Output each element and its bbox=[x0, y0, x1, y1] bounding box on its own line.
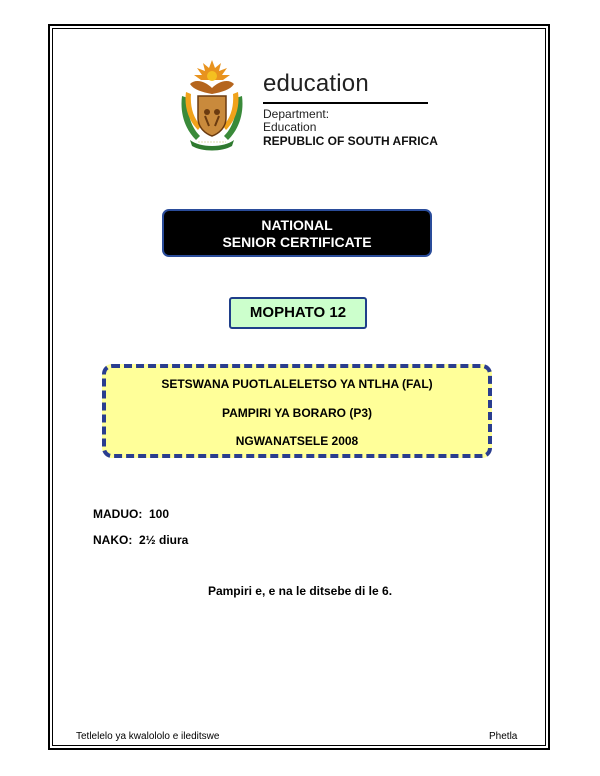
marks-label: MADUO: bbox=[93, 507, 143, 521]
time-label: NAKO: bbox=[93, 533, 133, 547]
marks-info bbox=[93, 507, 169, 521]
subject-panel bbox=[102, 364, 492, 458]
grade-badge: MOPHATO 12 bbox=[229, 297, 367, 329]
time-value: 2½ diura bbox=[139, 533, 189, 547]
education-wordmark bbox=[263, 70, 438, 148]
time-info bbox=[93, 533, 188, 547]
department-label: Department: bbox=[263, 107, 330, 121]
certificate-line-1: NATIONAL bbox=[261, 217, 333, 233]
country-name: REPUBLIC OF SOUTH AFRICA bbox=[263, 134, 438, 148]
exam-session: NGWANATSELE 2008 bbox=[235, 434, 359, 448]
certificate-line-2: SENIOR CERTIFICATE bbox=[222, 234, 372, 250]
department-name: Education bbox=[263, 120, 317, 134]
marks-value: 100 bbox=[149, 507, 170, 521]
certificate-banner bbox=[162, 209, 432, 257]
page-count-note: Pampiri e, e na le ditsebe di le 6. bbox=[207, 584, 393, 598]
copyright-note: Tetlelelo ya kwalololo e ileditswe bbox=[76, 731, 220, 742]
coat-of-arms-icon bbox=[176, 56, 248, 154]
paper-title: PAMPIRI YA BORARO (P3) bbox=[221, 406, 373, 420]
turn-over-label: Phetla bbox=[489, 731, 518, 742]
subject-title: SETSWANA PUOTLALELETSO YA NTLHA (FAL) bbox=[161, 377, 433, 391]
brand-word: education bbox=[263, 70, 369, 97]
brand-underline bbox=[263, 102, 428, 104]
